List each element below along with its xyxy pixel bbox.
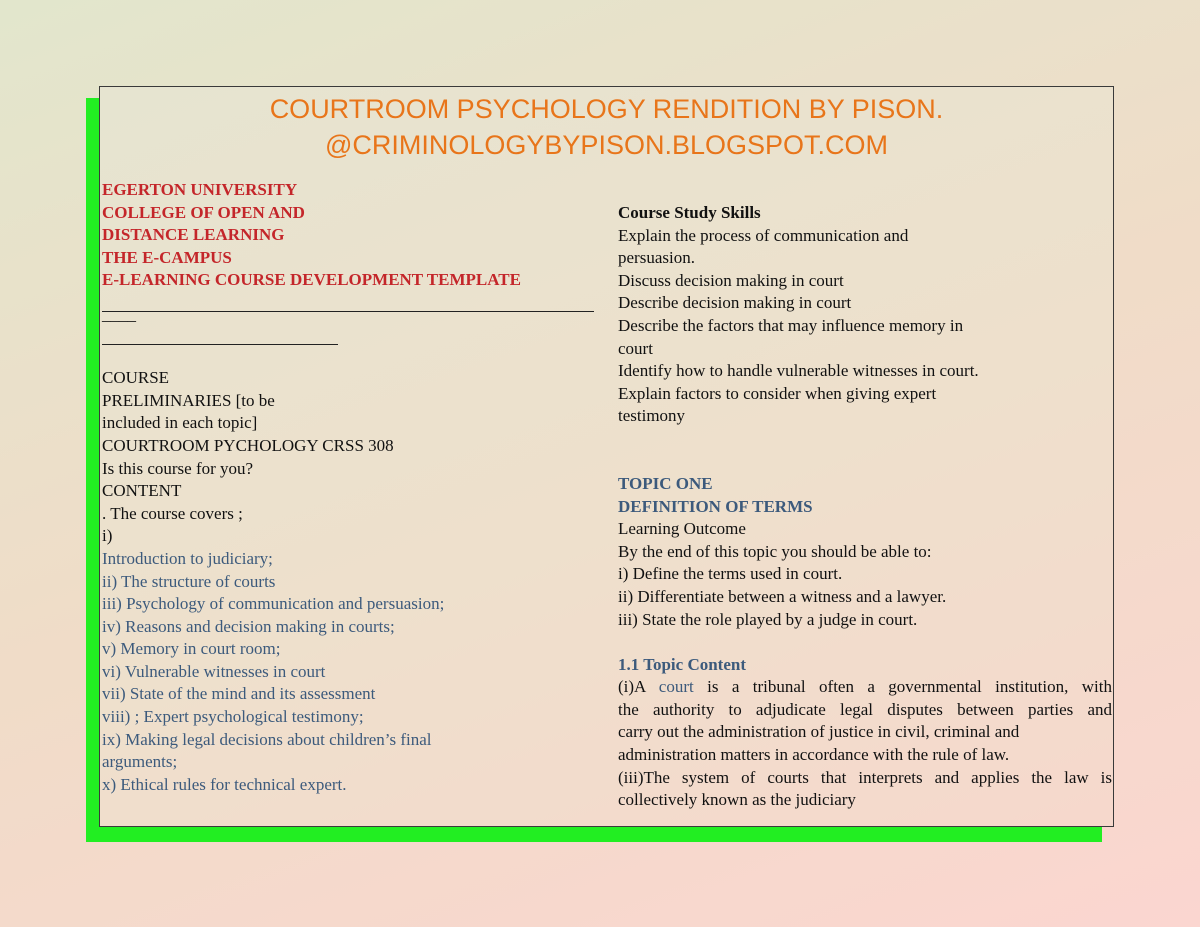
skill-line: Explain the process of communication and xyxy=(618,225,909,245)
skill-line: Describe the factors that may influence memory in xyxy=(618,315,964,335)
topic-list-item: iv) Reasons and decision making in courts; xyxy=(102,616,395,636)
skill-line: court xyxy=(618,338,653,358)
paragraph-line: the authority to adjudicate legal disputes between parties and xyxy=(618,699,1112,719)
prelim-line: included in each topic] xyxy=(102,413,258,433)
spacer xyxy=(618,631,1112,654)
paragraph-line: (iii)The system of courts that interprets and applies the law is xyxy=(618,767,1112,787)
topic-title: TOPIC ONE xyxy=(618,473,713,493)
topic-list-item: viii) ; Expert psychological testimony; xyxy=(102,707,364,727)
spacer xyxy=(102,345,602,368)
paragraph-line: carry out the administration of justice in civil, criminal and xyxy=(618,722,1020,742)
prelim-line: CONTENT xyxy=(102,481,182,501)
course-code: COURTROOM PYCHOLOGY CRSS 308 xyxy=(102,435,394,455)
page-title xyxy=(100,91,1113,163)
topic-list-item: arguments; xyxy=(102,752,178,772)
institution-line: THE E-CAMPUS xyxy=(102,247,232,267)
paragraph-line: collectively known as the judiciary xyxy=(618,790,856,810)
prelim-line: COURSE xyxy=(102,368,170,388)
content-heading: 1.1 Topic Content xyxy=(618,654,746,674)
institution-line: EGERTON UNIVERSITY xyxy=(102,180,298,199)
outcome-item: iii) State the role played by a judge in court. xyxy=(618,609,918,629)
title-line-2: @CRIMINOLOGYBYPISON.BLOGSPOT.COM xyxy=(324,130,888,160)
outcome-item: ii) Differentiate between a witness and a lawyer. xyxy=(618,586,947,606)
skill-line: Discuss decision making in court xyxy=(618,270,844,290)
title-line-1: COURTROOM PSYCHOLOGY RENDITION BY PISON. xyxy=(269,94,944,124)
topic-list-item: v) Memory in court room; xyxy=(102,639,281,659)
skills-heading: Course Study Skills xyxy=(618,203,761,222)
topic-list-item: vi) Vulnerable witnesses in court xyxy=(102,661,326,681)
topic-list-item: iii) Psychology of communication and persuasion; xyxy=(102,594,445,614)
right-column xyxy=(618,202,1112,812)
institution-line: COLLEGE OF OPEN AND xyxy=(102,202,305,222)
institution-line: E-LEARNING COURSE DEVELOPMENT TEMPLATE xyxy=(102,270,521,290)
topic-list-item: Introduction to judiciary; xyxy=(102,548,273,568)
prelim-line: i) xyxy=(102,526,113,546)
skill-line: Explain factors to consider when giving expert xyxy=(618,383,937,403)
topic-list-item: ii) The structure of courts xyxy=(102,571,276,591)
topic-list-item: ix) Making legal decisions about children’s final xyxy=(102,729,432,749)
skill-line: Describe decision making in court xyxy=(618,293,852,313)
paragraph-prefix: (i)A xyxy=(618,677,659,697)
outcome-item: i) Define the terms used in court. xyxy=(618,564,843,584)
divider-rule xyxy=(102,325,338,345)
divider-short: ____ xyxy=(102,304,136,324)
paragraph-text: is a tribunal often a governmental institution, with xyxy=(693,677,1112,697)
term-court: court xyxy=(658,677,694,697)
skill-line: testimony xyxy=(618,406,686,426)
skill-line: persuasion. xyxy=(618,248,695,268)
slide-page xyxy=(99,86,1114,827)
paragraph-line: administration matters in accordance with the rule of law. xyxy=(618,745,1010,765)
prelim-line: Is this course for you? xyxy=(102,458,254,478)
paragraph-line xyxy=(618,676,1112,699)
skill-line: Identify how to handle vulnerable witnesses in court. xyxy=(618,361,979,381)
outcome-label: Learning Outcome xyxy=(618,519,746,539)
topic-subtitle: DEFINITION OF TERMS xyxy=(618,496,813,516)
institution-line: DISTANCE LEARNING xyxy=(102,225,285,245)
topic-list-item: x) Ethical rules for technical expert. xyxy=(102,774,347,794)
prelim-line: PRELIMINARIES [to be xyxy=(102,390,275,410)
topic-list-item: vii) State of the mind and its assessment xyxy=(102,684,376,704)
prelim-line: . The course covers ; xyxy=(102,503,243,523)
spacer xyxy=(618,428,1112,473)
outcome-intro: By the end of this topic you should be able to: xyxy=(618,541,932,561)
left-column xyxy=(102,179,602,796)
